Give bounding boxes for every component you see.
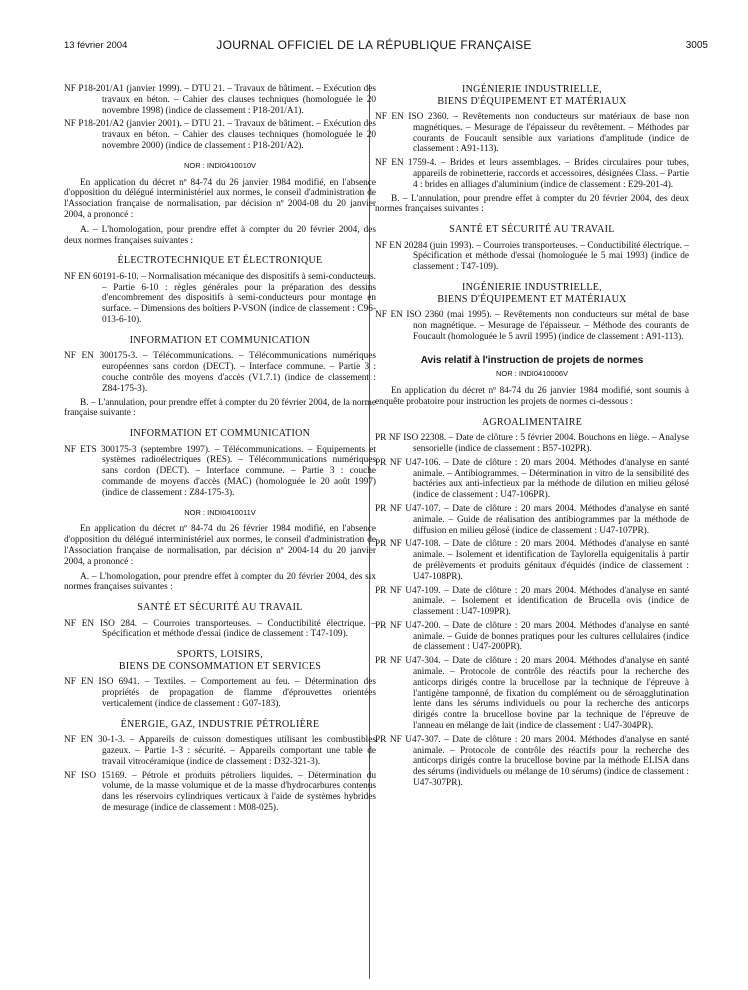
section-heading — [64, 649, 376, 672]
paragraph: En application du décret nº 84-74 du 26 janvier 1984 modifié, en l'absence d'opposition du délégué interministériel aux normes, le conseil d'administration de l'Association française de normalisation, par décision nº 2004-08 du 20 janvier 2004, a prononcé : — [64, 177, 376, 220]
draft-norm-entry: PR NF U47-109. – Date de clôture : 20 mars 2004. Méthodes d'analyse en santé animale. – Isolement et identification de Brucella ovis (indice de classement : U47-109PR). — [375, 585, 689, 618]
section-heading: AGROALIMENTAIRE — [481, 416, 583, 428]
draft-norm-entry: PR NF U47-106. – Date de clôture : 20 mars 2004. Méthodes d'analyse en santé animale. – Antibiogrammes. – Détermination in vitro de la sensibilité des bactéries aux anti-infectieux par la méthode de dilution en milieu gélosé (indice de classement : U47-106PR). — [375, 457, 689, 501]
norm-entry: NF EN 300175-3. – Télécommunications. – Télécommunications numériques européennes sans cordon (DECT). – Interface commune. – Partie 3 : couche contrôle des moyens d'accès (V1.7.1) (indice de classement : Z84-175-3). — [64, 351, 376, 394]
page-header — [0, 38, 748, 56]
section-heading-line: INGÉNIERIE INDUSTRIELLE, — [462, 282, 602, 294]
section-heading-line: BIENS D'ÉQUIPEMENT ET MATÉRIAUX — [437, 95, 627, 107]
draft-norm-entry: PR NF ISO 22308. – Date de clôture : 5 février 2004. Bouchons en liège. – Analyse sensorielle (indice de classement : B57-102PR). — [375, 433, 689, 454]
norm-entry: NF ISO 15169. – Pétrole et produits pétroliers liquides. – Détermination du volume, de la masse volumique et de la masse d'hydrocarbures contenus dans les réservoirs cylindriques verticaux à l'aide de systèmes hybrides de mesurage (indice de classement : M08-025). — [64, 770, 376, 813]
nor-reference: NOR : INDI0410010V — [183, 160, 257, 170]
section-heading: ÉNERGIE, GAZ, INDUSTRIE PÉTROLIÈRE — [120, 718, 320, 730]
notice-title: Avis relatif à l'instruction de projets de normes — [420, 355, 644, 367]
draft-norm-entry: PR NF U47-108. – Date de clôture : 20 mars 2004. Méthodes d'analyse en santé animale. – Isolement et identification de Taylorella equigenitalis à partir de prélèvements et produits génitaux d'équidés (indice de classement : U47-108PR). — [375, 539, 689, 582]
paragraph: En application du décret nº 84-74 du 26 janvier 1984 modifié, sont soumis à enquête probatoire pour instruction les projets de normes ci-dessous : — [375, 386, 689, 407]
section-heading: INFORMATION ET COMMUNICATION — [129, 334, 311, 346]
paragraph: A. – L'homologation, pour prendre effet à compter du 20 février 2004, des six normes françaises suivantes : — [64, 571, 376, 593]
draft-norm-entry: PR NF U47-107. – Date de clôture : 20 mars 2004. Méthodes d'analyse en santé animale. – Guide de réalisation des antibiogrammes par la méthode de diffusion en milieu gélosé (indice de classement : U47-107PR). — [375, 503, 689, 536]
section-heading — [375, 282, 689, 305]
paragraph: A. – L'homologation, pour prendre effet à compter du 20 février 2004, des deux normes françaises suivantes : — [64, 224, 376, 246]
norm-entry: NF EN ISO 2360. – Revêtements non conducteurs sur matériaux de base non magnétiques. – Mesurage de l'épaisseur du revêtement. – Méthodes par courants de Foucault sensible aux variations d'amplitude (indice de classement : A91-113). — [375, 112, 689, 155]
norm-entry: NF EN 20284 (juin 1993). – Courroies transporteuses. – Conductibilité électrique. – Spécification et méthode d'essai (homologuée le 5 mai 1993) (indice de classement : T47-109). — [375, 240, 689, 273]
nor-reference: NOR : INDI0410006V — [495, 369, 569, 379]
section-heading-line: BIENS D'ÉQUIPEMENT ET MATÉRIAUX — [437, 293, 627, 305]
draft-norm-entry: PR NF U47-304. – Date de clôture : 20 mars 2004. Méthodes d'analyse en santé animale. – Protocole de contrôle des réactifs pour la recherche des anticorps dirigés contre la brucellose par la technique de l'épreuve à l'antigène tamponné, de fixation du complément ou de séroagglutination lente dans les sérums individuels ou pour la recherche des anticorps dirigés contre la brucellose bovine par la technique de l'épreuve de l'anneau en mélange de lait (indice de classement : U47-304PR). — [375, 656, 689, 732]
header-title: JOURNAL OFFICIEL DE LA RÉPUBLIQUE FRANÇAISE — [216, 38, 532, 52]
section-heading: INFORMATION ET COMMUNICATION — [129, 428, 311, 440]
norm-entry: NF EN 60191-6-10. – Normalisation mécanique des dispositifs à semi-conducteurs. – Partie 6-10 : règles générales pour la préparation des dessins d'encombrement des dispositifs à semi-conducteurs pour montage en surface. – Dimensions des boîtiers P-VSON (indice de classement : C96-013-6-10). — [64, 271, 376, 326]
paragraph: En application du décret nº 84-74 du 26 février 1984 modifié, en l'absence d'opposition du délégué interministériel aux normes, le conseil d'administration de l'Association française de normalisation, par décision nº 2004-14 du 20 janvier 2004, a prononcé : — [64, 524, 376, 567]
norm-entry: NF EN ISO 6941. – Textiles. – Comportement au feu. – Détermination des propriétés de propagation de flamme d'éprouvettes orientées verticalement (indice de classement : G07-183). — [64, 677, 376, 709]
section-heading: SANTÉ ET SÉCURITÉ AU TRAVAIL — [449, 224, 615, 236]
nor-reference: NOR : INDI0410011V — [184, 507, 256, 517]
header-date: 13 février 2004 — [64, 40, 128, 51]
section-heading: ÉLECTROTECHNIQUE ET ÉLECTRONIQUE — [117, 255, 323, 267]
norm-entry: NF P18-201/A1 (janvier 1999). – DTU 21. – Travaux de bâtiment. – Exécution des travaux en béton. – Cahier des clauses techniques (homologuée le 20 novembre 1998) (indice de classement : P18-201/A1). — [64, 84, 376, 116]
norm-entry: NF EN ISO 284. – Courroies transporteuses. – Conductibilité électrique. – Spécification et méthode d'essai (indice de classement : T47-109). — [64, 618, 376, 640]
section-heading-line: SPORTS, LOISIRS, — [176, 649, 264, 661]
page-number: 3005 — [685, 40, 708, 51]
paragraph: B. – L'annulation, pour prendre effet à compter du 20 février 2004, de la norme française suivante : — [64, 397, 376, 419]
norm-entry: NF ETS 300175-3 (septembre 1997). – Télécommunications. – Equipements et systèmes radioélectriques (RES). – Télécommunications numériques sans cordon (DECT). – Interface commune. – Partie 3 : couche commande de moyens d'accès (MAC) (homologuée le 20 août 1997) (indice de classement : Z84-175-3). — [64, 444, 376, 498]
paragraph: B. – L'annulation, pour prendre effet à compter du 20 février 2004, des deux normes françaises suivantes : — [375, 193, 689, 215]
section-heading-line: BIENS DE CONSOMMATION ET SERVICES — [118, 660, 322, 672]
section-heading-line: INGÉNIERIE INDUSTRIELLE, — [462, 84, 602, 95]
section-heading: SANTÉ ET SÉCURITÉ AU TRAVAIL — [137, 602, 303, 614]
norm-entry: NF P18-201/A2 (janvier 2001). – DTU 21. – Travaux de bâtiment. – Exécution des travaux en béton. – Cahier des clauses techniques (homologuée le 20 novembre 2000) (indice de classement : P18-201/A2). — [64, 119, 376, 151]
right-column — [375, 84, 689, 792]
norm-entry: NF EN 1759-4. – Brides et leurs assemblages. – Brides circulaires pour tubes, appareils de robinetterie, raccords et accessoires, désignées Class. – Partie 4 : brides en alliages d'aluminium (indice de classement : E29-201-4). — [375, 158, 689, 190]
norm-entry: NF EN 30-1-3. – Appareils de cuisson domestiques utilisant les combustibles gazeux. – Partie 1-3 : sécurité. – Appareils comportant une table de travail vitrocéramique (indice de classement : D32-321-3). — [64, 735, 376, 767]
section-heading — [375, 84, 689, 107]
draft-norm-entry: PR NF U47-307. – Date de clôture : 20 mars 2004. Méthodes d'analyse en santé animale. – Protocole de contrôle des réactifs pour la recherche des anticorps dirigés contre la brucellose bovine par la méthode ELISA dans des sérums (individuels ou mélange de 10 sérums) (indice de classement : U47-307PR). — [375, 734, 689, 789]
draft-norm-entry: PR NF U47-200. – Date de clôture : 20 mars 2004. Méthodes d'analyse en santé animale. – Guide de bonnes pratiques pour les cultures cellulaires (indice de classement : U47-200PR). — [375, 620, 689, 653]
norm-entry: NF EN ISO 2360 (mai 1995). – Revêtements non conducteurs sur métal de base non magnétique. – Mesurage de l'épaisseur. – Méthode des courants de Foucault (homologuée le 5 avril 1995) (indice de classement : A91-113). — [375, 310, 689, 342]
left-column — [64, 84, 376, 817]
